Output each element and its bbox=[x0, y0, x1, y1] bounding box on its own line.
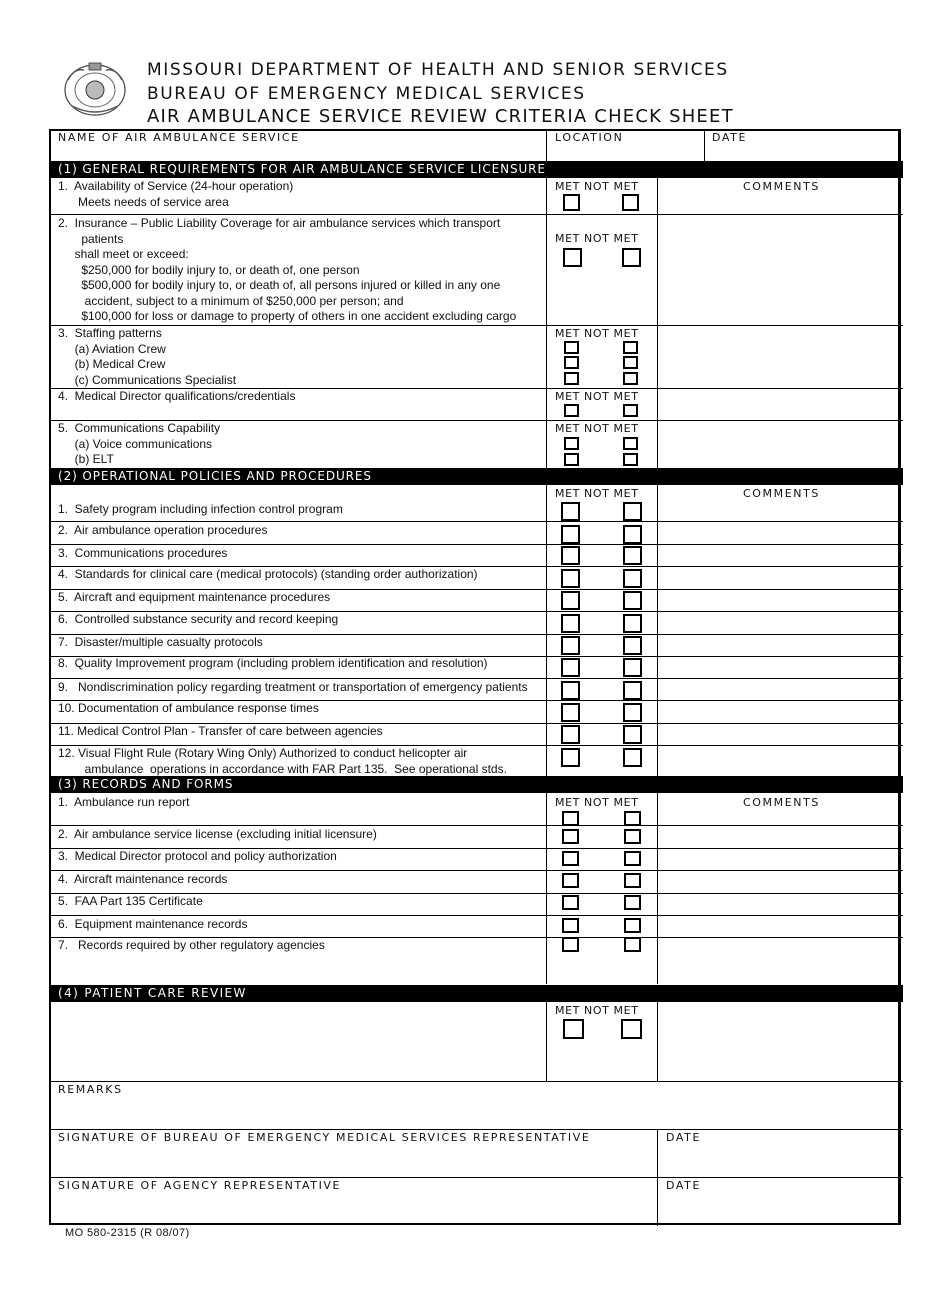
not-met-checkbox[interactable] bbox=[623, 437, 638, 450]
met-checkbox[interactable] bbox=[562, 895, 579, 910]
not-met-checkbox[interactable] bbox=[624, 811, 641, 826]
s2-item-10: 10. Documentation of ambulance response times bbox=[58, 701, 319, 715]
not-met-checkbox[interactable] bbox=[622, 248, 641, 267]
not-met-checkbox[interactable] bbox=[623, 404, 638, 417]
bureau-signature-label: SIGNATURE OF BUREAU OF EMERGENCY MEDICAL SERVICES REPRESENTATIVE bbox=[58, 1131, 591, 1144]
s3-item-7: 7. Records required by other regulatory agencies bbox=[58, 938, 325, 952]
not-met-checkbox[interactable] bbox=[624, 937, 641, 952]
met-checkbox[interactable] bbox=[561, 681, 580, 700]
agency-date-label: DATE bbox=[666, 1179, 702, 1192]
not-met-checkbox[interactable] bbox=[623, 658, 642, 677]
met-checkbox[interactable] bbox=[562, 873, 579, 888]
s3-item-1: 1. Ambulance run report bbox=[58, 795, 190, 809]
met-checkbox[interactable] bbox=[561, 658, 580, 677]
met-checkbox[interactable] bbox=[561, 614, 580, 633]
not-met-checkbox[interactable] bbox=[623, 502, 642, 521]
s2-item-4: 4. Standards for clinical care (medical protocols) (standing order authorization) bbox=[58, 567, 478, 581]
s2-item-5: 5. Aircraft and equipment maintenance procedures bbox=[58, 590, 331, 604]
met-checkbox[interactable] bbox=[562, 811, 579, 826]
s2-item-8: 8. Quality Improvement program (including problem identification and resolution) bbox=[58, 656, 488, 670]
met-not-met-header: MET NOT MET bbox=[555, 796, 639, 809]
met-checkbox[interactable] bbox=[561, 546, 580, 565]
met-checkbox[interactable] bbox=[562, 851, 579, 866]
met-not-met-header: MET NOT MET bbox=[555, 180, 639, 193]
s2-item-11: 11. Medical Control Plan - Transfer of care between agencies bbox=[58, 724, 383, 738]
not-met-checkbox[interactable] bbox=[623, 636, 642, 655]
s1-item-1: 1. Availability of Service (24-hour operation) Meets needs of service area bbox=[58, 179, 294, 209]
met-checkbox[interactable] bbox=[563, 1019, 584, 1039]
agency-signature-label: SIGNATURE OF AGENCY REPRESENTATIVE bbox=[58, 1179, 342, 1192]
comments-header: COMMENTS bbox=[743, 487, 821, 500]
s3-item-5: 5. FAA Part 135 Certificate bbox=[58, 894, 203, 908]
met-checkbox[interactable] bbox=[561, 525, 580, 544]
met-not-met-header: MET NOT MET bbox=[555, 487, 639, 500]
form-number: MO 580-2315 (R 08/07) bbox=[65, 1227, 190, 1239]
s1-item-2: 2. Insurance – Public Liability Coverage for air ambulance services which transport patients shall meet or exceed: $250,000 for bodily injury to, or death of, one person $500,000 for bodily injury to, or death of, all persons injured or killed in any one accident, subject to a minimum of $250,000 per person; and $100,000 for loss or damage to property of others in one accident excluding cargo bbox=[58, 216, 517, 323]
met-checkbox[interactable] bbox=[564, 341, 579, 354]
not-met-checkbox[interactable] bbox=[624, 829, 641, 844]
service-name-label: NAME OF AIR AMBULANCE SERVICE bbox=[58, 131, 300, 144]
not-met-checkbox[interactable] bbox=[624, 895, 641, 910]
location-label: LOCATION bbox=[555, 131, 624, 144]
not-met-checkbox[interactable] bbox=[624, 918, 641, 933]
met-checkbox[interactable] bbox=[561, 748, 580, 767]
not-met-checkbox[interactable] bbox=[624, 873, 641, 888]
remarks-label: REMARKS bbox=[58, 1083, 123, 1096]
s2-item-3: 3. Communications procedures bbox=[58, 546, 228, 560]
page-title: AIR AMBULANCE SERVICE REVIEW CRITERIA CHECK SHEET bbox=[147, 106, 734, 127]
met-checkbox[interactable] bbox=[561, 591, 580, 610]
comments-header: COMMENTS bbox=[743, 180, 821, 193]
not-met-checkbox[interactable] bbox=[623, 341, 638, 354]
not-met-checkbox[interactable] bbox=[622, 194, 639, 211]
not-met-checkbox[interactable] bbox=[623, 591, 642, 610]
s1-item-4: 4. Medical Director qualifications/credentials bbox=[58, 389, 296, 403]
met-checkbox[interactable] bbox=[564, 356, 579, 369]
met-checkbox[interactable] bbox=[562, 918, 579, 933]
section-4-header: (4) PATIENT CARE REVIEW bbox=[49, 985, 903, 1002]
met-not-met-header: MET NOT MET bbox=[555, 1004, 639, 1017]
s1-item-5: 5. Communications Capability (a) Voice communications (b) ELT bbox=[58, 421, 221, 466]
met-checkbox[interactable] bbox=[561, 502, 580, 521]
section-3-header: (3) RECORDS AND FORMS bbox=[49, 776, 903, 793]
not-met-checkbox[interactable] bbox=[623, 453, 638, 466]
s2-item-2: 2. Air ambulance operation procedures bbox=[58, 523, 268, 537]
not-met-checkbox[interactable] bbox=[623, 372, 638, 385]
not-met-checkbox[interactable] bbox=[623, 725, 642, 744]
bureau-name: BUREAU OF EMERGENCY MEDICAL SERVICES bbox=[147, 84, 586, 104]
not-met-checkbox[interactable] bbox=[623, 546, 642, 565]
met-checkbox[interactable] bbox=[561, 703, 580, 722]
s2-item-1: 1. Safety program including infection control program bbox=[58, 502, 343, 516]
s3-item-6: 6. Equipment maintenance records bbox=[58, 917, 248, 931]
not-met-checkbox[interactable] bbox=[623, 569, 642, 588]
s1-item-3: 3. Staffing patterns (a) Aviation Crew (b) Medical Crew (c) Communications Specialist bbox=[58, 326, 237, 387]
not-met-checkbox[interactable] bbox=[623, 681, 642, 700]
met-checkbox[interactable] bbox=[564, 372, 579, 385]
not-met-checkbox[interactable] bbox=[623, 356, 638, 369]
s2-item-7: 7. Disaster/multiple casualty protocols bbox=[58, 635, 263, 649]
department-name: MISSOURI DEPARTMENT OF HEALTH AND SENIOR SERVICES bbox=[147, 60, 729, 80]
met-checkbox[interactable] bbox=[563, 248, 582, 267]
met-checkbox[interactable] bbox=[561, 725, 580, 744]
section-1-header: (1) GENERAL REQUIREMENTS FOR AIR AMBULANCE SERVICE LICENSURE bbox=[49, 161, 903, 178]
s3-item-2: 2. Air ambulance service license (excluding initial licensure) bbox=[58, 827, 377, 841]
s3-item-4: 4. Aircraft maintenance records bbox=[58, 872, 228, 886]
met-checkbox[interactable] bbox=[564, 453, 579, 466]
s2-item-9: 9. Nondiscrimination policy regarding treatment or transportation of emergency patients bbox=[58, 680, 528, 694]
met-checkbox[interactable] bbox=[562, 937, 579, 952]
met-not-met-header: MET NOT MET bbox=[555, 390, 639, 403]
met-not-met-header: MET NOT MET bbox=[555, 232, 639, 245]
met-not-met-header: MET NOT MET bbox=[555, 327, 639, 340]
state-seal-icon bbox=[62, 60, 128, 116]
met-checkbox[interactable] bbox=[564, 437, 579, 450]
not-met-checkbox[interactable] bbox=[623, 703, 642, 722]
met-checkbox[interactable] bbox=[561, 569, 580, 588]
s2-item-12: 12. Visual Flight Rule (Rotary Wing Only) Authorized to conduct helicopter air ambulance operations in accordance with FAR Part 135. See operational stds. bbox=[58, 746, 507, 776]
s3-item-3: 3. Medical Director protocol and policy authorization bbox=[58, 849, 337, 863]
bureau-date-label: DATE bbox=[666, 1131, 702, 1144]
not-met-checkbox[interactable] bbox=[623, 525, 642, 544]
not-met-checkbox[interactable] bbox=[624, 851, 641, 866]
met-checkbox[interactable] bbox=[563, 194, 580, 211]
not-met-checkbox[interactable] bbox=[623, 614, 642, 633]
met-not-met-header: MET NOT MET bbox=[555, 422, 639, 435]
met-checkbox[interactable] bbox=[561, 636, 580, 655]
not-met-checkbox[interactable] bbox=[623, 748, 642, 767]
section-2-header: (2) OPERATIONAL POLICIES AND PROCEDURES bbox=[49, 468, 903, 485]
s2-item-6: 6. Controlled substance security and record keeping bbox=[58, 612, 339, 626]
comments-header: COMMENTS bbox=[743, 796, 821, 809]
date-label: DATE bbox=[712, 131, 748, 144]
not-met-checkbox[interactable] bbox=[621, 1019, 642, 1039]
met-checkbox[interactable] bbox=[564, 404, 579, 417]
met-checkbox[interactable] bbox=[562, 829, 579, 844]
